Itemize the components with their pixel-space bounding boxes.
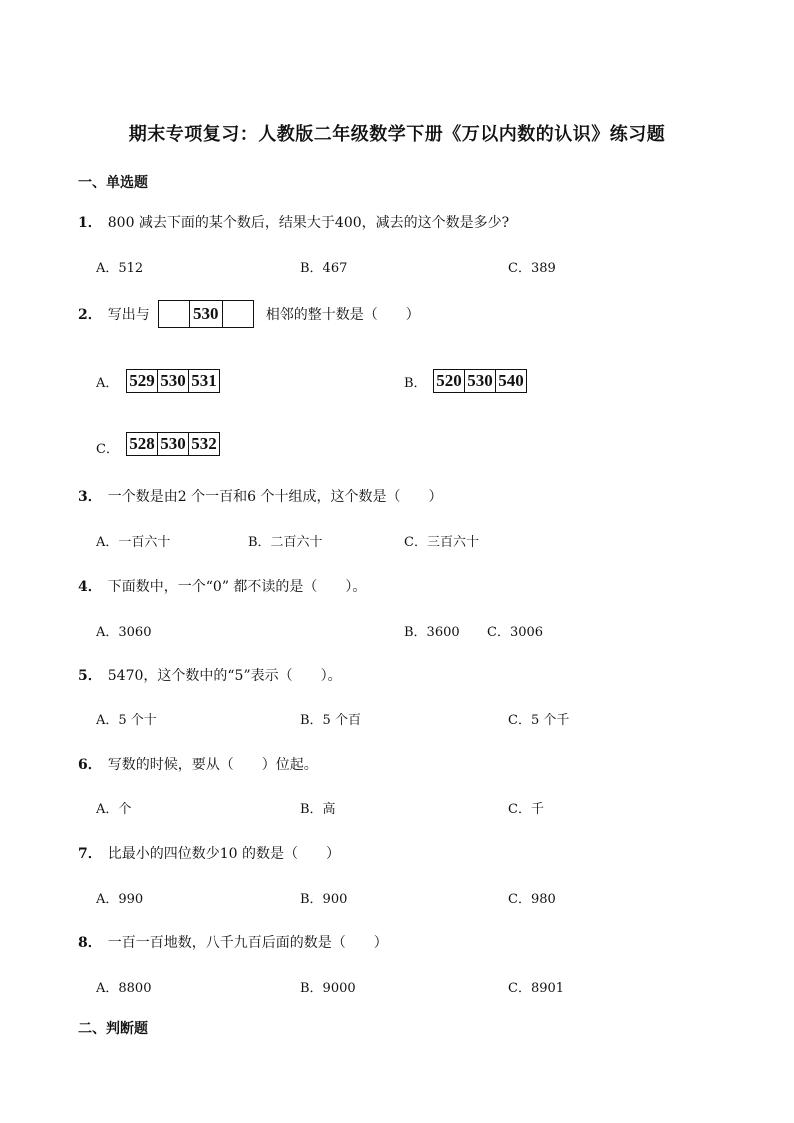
question-number: 6． xyxy=(78,757,102,773)
q7-option-a[interactable]: A．990 xyxy=(96,892,144,907)
section-heading-true-false: 二、判断题 xyxy=(78,1021,148,1037)
q6-option-a[interactable]: A．个 xyxy=(96,802,132,817)
page-title: 期末专项复习：人教版二年级数学下册《万以内数的认识》练习题 xyxy=(128,124,666,145)
box-cell xyxy=(159,301,189,327)
question-6 xyxy=(78,754,318,774)
q7-option-b[interactable]: B．900 xyxy=(300,892,348,907)
question-text: 5470，这个数中的“5”表示（ ）。 xyxy=(107,668,342,684)
q3-option-b[interactable]: B．二百六十 xyxy=(248,535,323,550)
question-number: 7． xyxy=(78,846,102,862)
question-text: 写数的时候，要从（ ）位起。 xyxy=(107,757,318,773)
question-8 xyxy=(78,932,388,952)
question-text-post: 相邻的整十数是（ ） xyxy=(265,307,420,323)
question-text: 一个数是由2 个一百和6 个十组成，这个数是（ ） xyxy=(107,489,443,505)
box-cell: 530 xyxy=(157,370,188,392)
q1-option-b[interactable]: B．467 xyxy=(300,261,348,276)
q1-option-a[interactable]: A．512 xyxy=(96,261,144,276)
question-3 xyxy=(78,486,442,506)
question-number: 1． xyxy=(78,215,102,231)
question-text: 800 减去下面的某个数后，结果大于400，减去的这个数是多少? xyxy=(107,215,510,231)
q7-option-c[interactable]: C．980 xyxy=(508,892,556,907)
q8-option-b[interactable]: B．9000 xyxy=(300,981,356,996)
q1-option-c[interactable]: C．389 xyxy=(508,261,556,276)
q5-option-a[interactable]: A．5 个十 xyxy=(96,713,157,728)
box-cell: 540 xyxy=(495,370,526,392)
box-cell: 531 xyxy=(188,370,219,392)
box-cell: 530 xyxy=(189,301,222,327)
question-text: 下面数中，一个“0” 都不读的是（ ）。 xyxy=(107,579,367,595)
box-cell: 530 xyxy=(157,433,188,455)
question-number: 5． xyxy=(78,668,102,684)
question-text: 比最小的四位数少10 的数是（ ） xyxy=(107,846,341,862)
question-7 xyxy=(78,843,340,863)
box-cell: 528 xyxy=(129,434,155,453)
q2-option-a-label[interactable]: A． xyxy=(96,376,119,391)
q2-option-b-boxes[interactable] xyxy=(433,369,527,393)
question-2 xyxy=(78,300,420,328)
q2-option-a-boxes[interactable] xyxy=(126,369,220,393)
q6-option-c[interactable]: C．千 xyxy=(508,802,544,817)
box-cell: 532 xyxy=(188,433,219,455)
question-1 xyxy=(78,212,509,232)
question-number: 3． xyxy=(78,489,102,505)
q6-option-b[interactable]: B．高 xyxy=(300,802,336,817)
q4-option-a[interactable]: A．3060 xyxy=(96,625,152,640)
question-5 xyxy=(78,665,342,685)
q2-option-c-boxes[interactable] xyxy=(126,432,220,456)
number-box-530 xyxy=(158,300,254,328)
q2-option-b-label[interactable]: B． xyxy=(404,376,427,391)
question-number: 8． xyxy=(78,935,102,951)
box-cell: 529 xyxy=(129,371,155,390)
question-4 xyxy=(78,576,366,596)
q8-option-a[interactable]: A．8800 xyxy=(96,981,152,996)
box-cell xyxy=(222,301,253,327)
q3-option-a[interactable]: A．一百六十 xyxy=(96,535,171,550)
question-number: 2． xyxy=(78,307,102,323)
question-number: 4． xyxy=(78,579,102,595)
section-heading-single-choice: 一、单选题 xyxy=(78,175,148,191)
q5-option-b[interactable]: B．5 个百 xyxy=(300,713,361,728)
q3-option-c[interactable]: C．三百六十 xyxy=(404,535,479,550)
q8-option-c[interactable]: C．8901 xyxy=(508,981,565,996)
box-cell: 520 xyxy=(436,371,462,390)
question-text: 一百一百地数，八千九百后面的数是（ ） xyxy=(107,935,388,951)
q5-option-c[interactable]: C．5 个千 xyxy=(508,713,570,728)
box-cell: 530 xyxy=(464,370,495,392)
question-text-pre: 写出与 xyxy=(107,307,150,323)
q4-option-b[interactable]: B．3600 xyxy=(404,625,460,640)
q4-option-c[interactable]: C．3006 xyxy=(487,625,544,640)
q2-option-c-label[interactable]: C． xyxy=(96,442,119,457)
